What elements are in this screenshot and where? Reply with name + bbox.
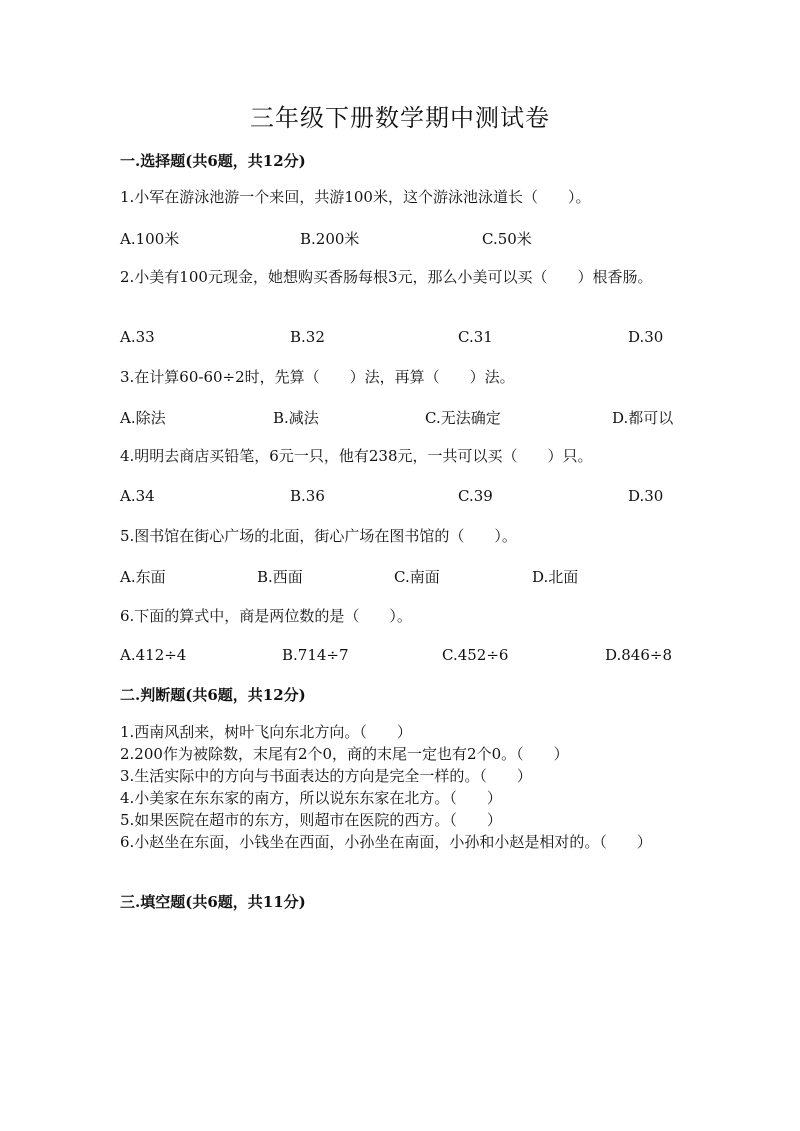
judge-item-5: 5.如果医院在超市的东方，则超市在医院的西方。（ ） (120, 811, 502, 829)
question-4: 4.明明去商店买铅笔，6元一只，他有238元，一共可以买（ ）只。 (120, 447, 593, 465)
judge-item-3: 3.生活实际中的方向与书面表达的方向是完全一样的。（ ） (120, 767, 532, 785)
option-a: A.34 (120, 487, 155, 505)
judge-item-6: 6.小赵坐在东面，小钱坐在西面，小孙坐在南面，小孙和小赵是相对的。（ ） (120, 833, 652, 851)
option-a: A.100米 (120, 230, 180, 248)
option-b: B.36 (290, 487, 325, 505)
option-c: C.39 (458, 487, 493, 505)
option-d: D.北面 (532, 568, 579, 586)
judge-item-2: 2.200作为被除数，末尾有2个0，商的末尾一定也有2个0。（ ） (120, 745, 569, 763)
question-1: 1.小军在游泳池游一个来回，共游100米，这个游泳池泳道长（ ）。 (120, 188, 591, 206)
judge-item-1: 1.西南风刮来，树叶飞向东北方向。（ ） (120, 723, 412, 741)
option-a: A.33 (120, 328, 155, 346)
option-c: C.31 (458, 328, 493, 346)
option-b: B.减法 (273, 409, 319, 427)
option-c: C.南面 (394, 568, 440, 586)
option-b: B.32 (290, 328, 325, 346)
option-a: A.412÷4 (120, 646, 187, 664)
question-3: 3.在计算60-60÷2时，先算（ ）法，再算（ ）法。 (120, 368, 515, 386)
option-a: A.东面 (120, 568, 166, 586)
option-c: C.无法确定 (425, 409, 501, 427)
option-a: A.除法 (120, 409, 166, 427)
page-title: 三年级下册数学期中测试卷 (250, 104, 550, 132)
section-heading-judge: 二.判断题(共6题，共12分) (120, 686, 306, 704)
question-6: 6.下面的算式中，商是两位数的是（ ）。 (120, 607, 412, 625)
option-c: C.50米 (482, 230, 532, 248)
question-2: 2.小美有100元现金，她想购买香肠每根3元，那么小美可以买（ ）根香肠。 (120, 268, 653, 286)
option-b: B.714÷7 (282, 646, 349, 664)
section-heading-choice: 一.选择题(共6题，共12分) (120, 152, 306, 170)
option-c: C.452÷6 (442, 646, 509, 664)
section-heading-fill: 三.填空题(共6题，共11分) (120, 893, 306, 911)
judge-item-4: 4.小美家在东东家的南方，所以说东东家在北方。（ ） (120, 789, 502, 807)
question-5: 5.图书馆在街心广场的北面，街心广场在图书馆的（ ）。 (120, 527, 517, 545)
option-b: B.西面 (257, 568, 303, 586)
option-d: D.30 (628, 487, 664, 505)
option-d: D.846÷8 (605, 646, 673, 664)
option-b: B.200米 (300, 230, 360, 248)
option-d: D.30 (628, 328, 664, 346)
option-d: D.都可以 (612, 409, 674, 427)
